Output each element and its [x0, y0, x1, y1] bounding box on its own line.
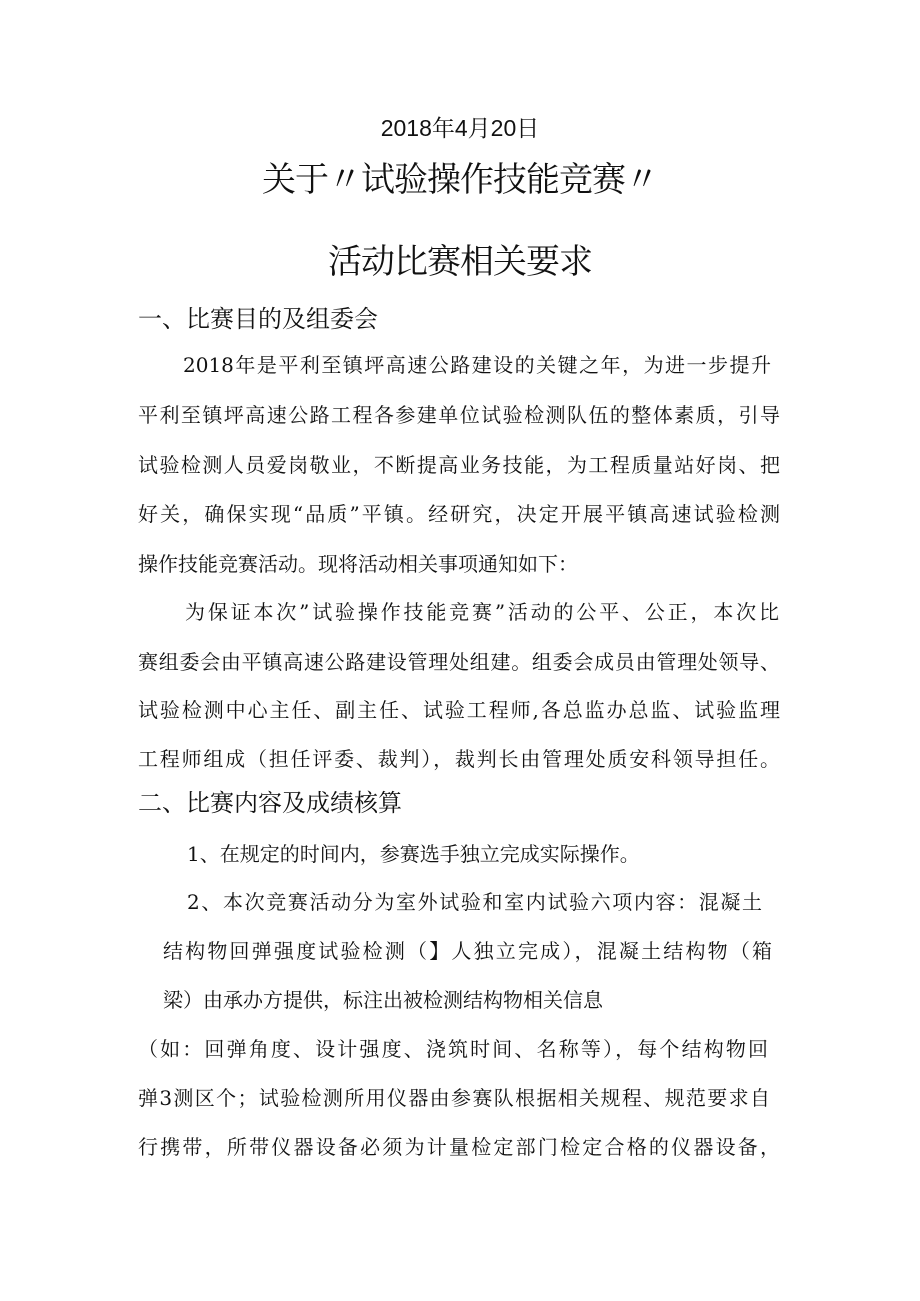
paragraph-line: 试验检测中心主任、副主任、试验工程师,各总监办总监、试验监理	[138, 698, 780, 722]
paragraph-line: 2、本次竞赛活动分为室外试验和室内试验六项内容：混凝土	[187, 890, 762, 914]
paragraph-line: 弹3测区个；试验检测所用仪器由参赛队根据相关规程、规范要求自	[138, 1086, 770, 1110]
paragraph-line: 工程师组成（担任评委、裁判），裁判长由管理处质安科领导担任。	[138, 747, 780, 771]
paragraph-line: 试验检测人员爱岗敬业，不断提高业务技能，为工程质量站好岗、把	[138, 453, 780, 477]
section-1-heading: 一、比赛目的及组委会	[138, 305, 378, 333]
list-item: 1、在规定的时间内，参赛选手独立完成实际操作。	[187, 842, 640, 866]
paragraph-line: 行携带，所带仪器设备必须为计量检定部门检定合格的仪器设备，	[138, 1135, 780, 1159]
paragraph-line: （如：回弹角度、设计强度、浇筑时间、名称等），每个结构物回	[138, 1037, 768, 1061]
document-title-line-1: 关于〃试验操作技能竞赛〃	[262, 160, 658, 200]
paragraph-line: 操作技能竞赛活动。现将活动相关事项通知如下：	[138, 552, 578, 576]
paragraph-line: 赛组委会由平镇高速公路建设管理处组建。组委会成员由管理处领导、	[138, 650, 780, 674]
document-title-line-2: 活动比赛相关要求	[328, 242, 592, 282]
paragraph-line: 好关，确保实现“品质”平镇。经研究，决定开展平镇高速试验检测	[138, 502, 780, 526]
paragraph-line: 2018年是平利至镇坪高速公路建设的关键之年，为进一步提升	[183, 353, 771, 377]
paragraph-line: 平利至镇坪高速公路工程各参建单位试验检测队伍的整体素质，引导	[138, 403, 780, 427]
section-2-heading: 二、比赛内容及成绩核算	[138, 789, 402, 817]
paragraph-line: 结构物回弹强度试验检测（】人独立完成），混凝土结构物（箱	[163, 939, 772, 963]
paragraph-line: 梁）由承办方提供，标注出被检测结构物相关信息	[163, 988, 603, 1012]
paragraph-line: 为保证本次”试验操作技能竞赛”活动的公平、公正，本次比	[185, 600, 779, 624]
document-date: 2018年4月20日	[380, 115, 540, 141]
